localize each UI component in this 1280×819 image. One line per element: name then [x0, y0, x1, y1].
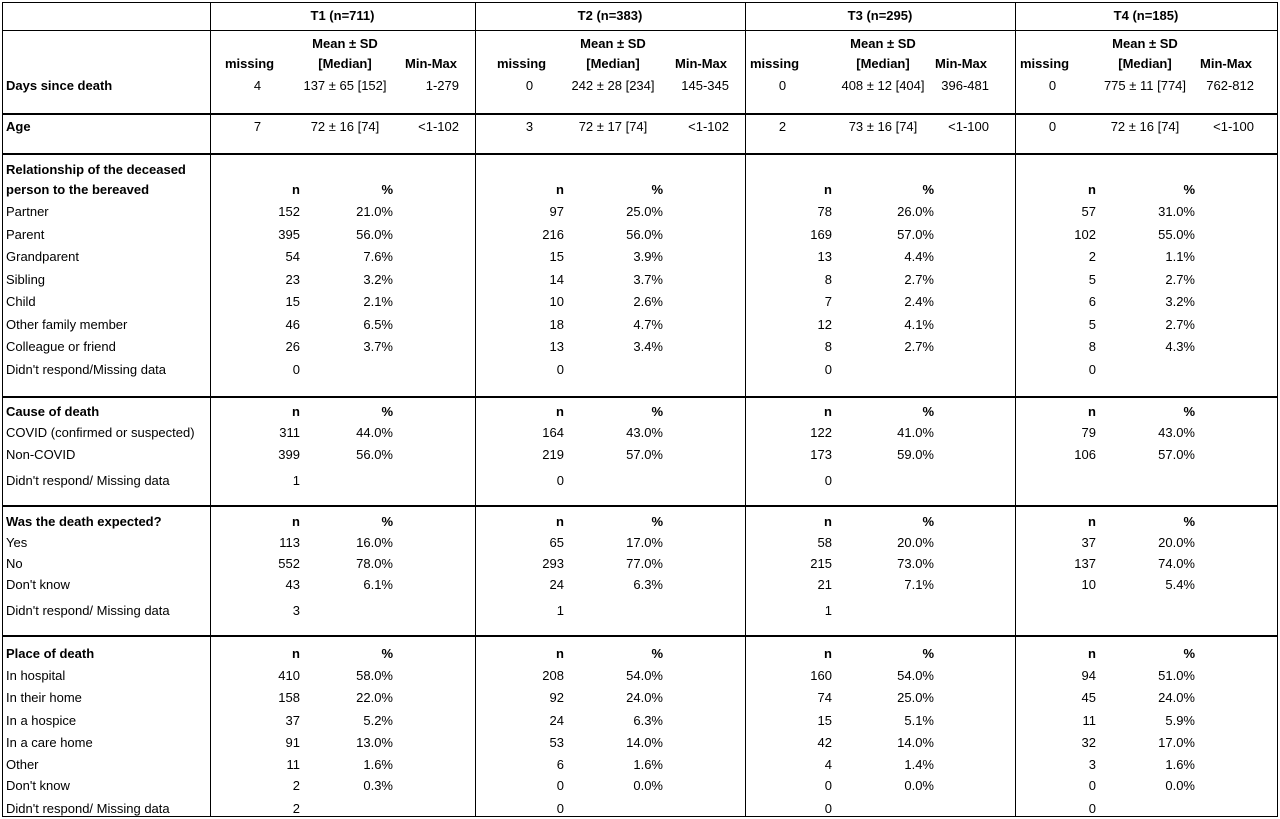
percent-value: 4.3%	[1165, 339, 1195, 354]
percent-value: 20.0%	[897, 535, 934, 550]
percent-value: 1.1%	[1165, 249, 1195, 264]
percent-value: 57.0%	[626, 447, 663, 462]
percent-value: 55.0%	[1158, 227, 1195, 242]
n-value: 0	[1088, 778, 1096, 793]
group-header: T3 (n=295)	[847, 8, 913, 23]
n-value: 410	[278, 668, 300, 683]
percent-value: 0.3%	[363, 778, 393, 793]
n-value: 3	[1088, 757, 1096, 772]
n-value: 26	[285, 339, 300, 354]
n-header: n	[556, 646, 564, 661]
n-header: n	[824, 404, 832, 419]
n-value: 15	[549, 249, 564, 264]
n-value: 18	[549, 317, 564, 332]
n-value: 216	[542, 227, 564, 242]
percent-header: %	[381, 646, 393, 661]
percent-header: %	[922, 182, 934, 197]
table-border-right	[1277, 2, 1278, 817]
n-value: 7	[824, 294, 832, 309]
row-label: In hospital	[6, 668, 66, 683]
row-label: In a care home	[6, 735, 93, 750]
row-label: Non-COVID	[6, 447, 76, 462]
n-value: 4	[824, 757, 832, 772]
missing-header: missing	[750, 56, 800, 71]
n-value: 91	[285, 735, 300, 750]
percent-value: 2.7%	[904, 339, 934, 354]
n-value: 0	[292, 362, 300, 377]
median-header: [Median]	[856, 56, 910, 71]
percent-value: 5.2%	[363, 713, 393, 728]
n-value: 0	[824, 801, 832, 816]
row-label: Child	[6, 294, 36, 309]
percent-value: 22.0%	[356, 690, 393, 705]
percent-value: 57.0%	[1158, 447, 1195, 462]
n-value: 3	[292, 603, 300, 618]
n-value: 37	[285, 713, 300, 728]
n-value: 42	[817, 735, 832, 750]
row-label-days: Days since death	[6, 78, 113, 93]
n-header: n	[824, 646, 832, 661]
n-value: 2	[292, 801, 300, 816]
percent-header: %	[651, 182, 663, 197]
section-title: person to the bereaved	[6, 182, 150, 197]
percent-value: 54.0%	[626, 668, 663, 683]
percent-value: 1.6%	[363, 757, 393, 772]
percent-value: 56.0%	[356, 227, 393, 242]
percent-value: 13.0%	[356, 735, 393, 750]
percent-header: %	[922, 514, 934, 529]
days-mean: 775 ± 11 [774]	[1103, 78, 1187, 93]
age-range: <1-100	[948, 119, 989, 134]
percent-value: 51.0%	[1158, 668, 1195, 683]
n-value: 2	[292, 778, 300, 793]
n-header: n	[292, 404, 300, 419]
n-value: 43	[285, 577, 300, 592]
percent-value: 31.0%	[1158, 204, 1195, 219]
row-label: In a hospice	[6, 713, 77, 728]
percent-value: 6.1%	[363, 577, 393, 592]
n-value: 54	[285, 249, 300, 264]
row-label: Parent	[6, 227, 45, 242]
n-value: 45	[1081, 690, 1096, 705]
n-header: n	[292, 182, 300, 197]
percent-value: 2.7%	[904, 272, 934, 287]
percent-value: 4.1%	[904, 317, 934, 332]
n-header: n	[556, 182, 564, 197]
group-header: T4 (n=185)	[1113, 8, 1179, 23]
n-value: 6	[1088, 294, 1096, 309]
percent-value: 73.0%	[897, 556, 934, 571]
percent-value: 20.0%	[1158, 535, 1195, 550]
days-missing: 0	[525, 78, 534, 93]
row-divider	[2, 636, 1277, 637]
n-value: 24	[549, 577, 564, 592]
n-value: 106	[1074, 447, 1096, 462]
n-header: n	[1088, 514, 1096, 529]
n-value: 14	[549, 272, 564, 287]
n-value: 0	[824, 473, 832, 488]
age-range: <1-102	[418, 119, 459, 134]
n-header: n	[556, 514, 564, 529]
percent-header: %	[922, 646, 934, 661]
n-value: 219	[542, 447, 564, 462]
percent-value: 24.0%	[1158, 690, 1195, 705]
n-value: 78	[817, 204, 832, 219]
percent-value: 54.0%	[897, 668, 934, 683]
n-value: 79	[1081, 425, 1096, 440]
n-header: n	[292, 646, 300, 661]
percent-value: 0.0%	[904, 778, 934, 793]
percent-value: 1.4%	[904, 757, 934, 772]
days-range: 1-279	[425, 78, 459, 93]
row-label: COVID (confirmed or suspected)	[6, 425, 195, 440]
n-value: 113	[279, 535, 300, 550]
n-header: n	[824, 182, 832, 197]
n-value: 158	[278, 690, 300, 705]
median-header: [Median]	[318, 56, 372, 71]
age-mean: 72 ± 17 [74]	[578, 119, 648, 134]
row-label: Didn't respond/ Missing data	[6, 801, 170, 816]
n-value: 10	[549, 294, 564, 309]
percent-value: 6.3%	[633, 713, 663, 728]
percent-value: 74.0%	[1158, 556, 1195, 571]
percent-value: 58.0%	[356, 668, 393, 683]
n-value: 74	[817, 690, 832, 705]
row-label-age: Age	[6, 119, 31, 134]
age-missing: 3	[525, 119, 534, 134]
n-value: 2	[1088, 249, 1096, 264]
row-divider	[2, 30, 1277, 31]
mean-sd-header: Mean ± SD	[580, 36, 646, 51]
n-value: 11	[1082, 713, 1096, 728]
days-mean: 242 ± 28 [234]	[571, 78, 655, 93]
row-divider	[2, 397, 1277, 398]
row-label: Grandparent	[6, 249, 79, 264]
row-label: Other	[6, 757, 39, 772]
n-value: 65	[549, 535, 564, 550]
mean-sd-header: Mean ± SD	[312, 36, 378, 51]
table-border-left	[2, 2, 3, 817]
row-label: Partner	[6, 204, 49, 219]
percent-value: 77.0%	[626, 556, 663, 571]
percent-value: 16.0%	[356, 535, 393, 550]
n-value: 58	[817, 535, 832, 550]
group-divider	[1015, 2, 1016, 817]
days-range: 762-812	[1206, 78, 1254, 93]
age-mean: 72 ± 16 [74]	[310, 119, 380, 134]
n-header: n	[292, 514, 300, 529]
percent-value: 7.1%	[904, 577, 934, 592]
percent-header: %	[651, 646, 663, 661]
percent-value: 56.0%	[626, 227, 663, 242]
days-range: 145-345	[681, 78, 729, 93]
n-value: 152	[278, 204, 300, 219]
percent-header: %	[651, 404, 663, 419]
percent-value: 21.0%	[356, 204, 393, 219]
percent-header: %	[1183, 404, 1195, 419]
percent-value: 57.0%	[897, 227, 934, 242]
missing-header: missing	[225, 56, 275, 71]
row-label: Sibling	[6, 272, 46, 287]
percent-value: 17.0%	[1158, 735, 1195, 750]
age-mean: 72 ± 16 [74]	[1110, 119, 1180, 134]
row-label: Colleague or friend	[6, 339, 116, 354]
n-value: 32	[1081, 735, 1096, 750]
row-label: In their home	[6, 690, 82, 705]
group-divider	[475, 2, 476, 817]
median-header: [Median]	[1118, 56, 1172, 71]
row-label: Didn't respond/Missing data	[6, 362, 167, 377]
n-value: 97	[549, 204, 564, 219]
n-value: 6	[556, 757, 564, 772]
age-mean: 73 ± 16 [74]	[848, 119, 918, 134]
age-missing: 7	[253, 119, 262, 134]
n-value: 46	[285, 317, 300, 332]
group-header: T2 (n=383)	[577, 8, 643, 23]
percent-value: 26.0%	[897, 204, 934, 219]
percent-value: 2.6%	[633, 294, 663, 309]
n-value: 0	[556, 362, 564, 377]
n-value: 12	[817, 317, 832, 332]
percent-header: %	[381, 182, 393, 197]
percent-value: 43.0%	[626, 425, 663, 440]
n-value: 311	[279, 425, 300, 440]
percent-header: %	[922, 404, 934, 419]
percent-header: %	[1183, 182, 1195, 197]
n-value: 23	[285, 272, 300, 287]
min-max-header: Min-Max	[1200, 56, 1252, 71]
n-value: 24	[549, 713, 564, 728]
mean-sd-header: Mean ± SD	[850, 36, 916, 51]
age-range: <1-102	[688, 119, 729, 134]
section-title: Relationship of the deceased	[6, 162, 186, 177]
percent-value: 6.5%	[363, 317, 393, 332]
days-mean: 408 ± 12 [404]	[841, 78, 925, 93]
n-value: 1	[824, 603, 832, 618]
n-value: 8	[824, 272, 832, 287]
section-title: Cause of death	[6, 404, 100, 419]
n-value: 102	[1074, 227, 1096, 242]
n-value: 399	[278, 447, 300, 462]
n-value: 552	[278, 556, 300, 571]
percent-header: %	[651, 514, 663, 529]
n-value: 164	[542, 425, 564, 440]
percent-value: 3.7%	[363, 339, 393, 354]
row-label: Yes	[6, 535, 28, 550]
percent-value: 3.9%	[633, 249, 663, 264]
percent-value: 3.4%	[633, 339, 663, 354]
n-value: 169	[810, 227, 832, 242]
row-label: Other family member	[6, 317, 128, 332]
n-value: 0	[1088, 801, 1096, 816]
n-value: 11	[286, 757, 300, 772]
n-value: 160	[810, 668, 832, 683]
min-max-header: Min-Max	[675, 56, 727, 71]
percent-value: 2.7%	[1165, 317, 1195, 332]
mean-sd-header: Mean ± SD	[1112, 36, 1178, 51]
percent-value: 59.0%	[897, 447, 934, 462]
days-missing: 0	[1048, 78, 1057, 93]
n-value: 0	[1088, 362, 1096, 377]
min-max-header: Min-Max	[935, 56, 987, 71]
group-divider	[745, 2, 746, 817]
percent-value: 44.0%	[356, 425, 393, 440]
n-header: n	[824, 514, 832, 529]
percent-value: 14.0%	[897, 735, 934, 750]
age-missing: 2	[778, 119, 787, 134]
n-value: 395	[278, 227, 300, 242]
percent-value: 41.0%	[897, 425, 934, 440]
age-range: <1-100	[1213, 119, 1254, 134]
percent-value: 25.0%	[626, 204, 663, 219]
row-label: Didn't respond/ Missing data	[6, 473, 170, 488]
percent-value: 2.1%	[363, 294, 393, 309]
percent-header: %	[1183, 514, 1195, 529]
days-mean: 137 ± 65 [152]	[303, 78, 387, 93]
n-value: 10	[1081, 577, 1096, 592]
percent-value: 7.6%	[363, 249, 393, 264]
age-missing: 0	[1048, 119, 1057, 134]
n-header: n	[1088, 182, 1096, 197]
n-value: 173	[810, 447, 832, 462]
n-value: 215	[810, 556, 832, 571]
n-value: 0	[824, 778, 832, 793]
percent-value: 56.0%	[356, 447, 393, 462]
n-value: 21	[817, 577, 832, 592]
n-value: 92	[549, 690, 564, 705]
group-divider	[210, 2, 211, 817]
percent-value: 25.0%	[897, 690, 934, 705]
n-value: 137	[1074, 556, 1096, 571]
percent-value: 43.0%	[1158, 425, 1195, 440]
missing-header: missing	[1020, 56, 1070, 71]
n-value: 0	[824, 362, 832, 377]
percent-value: 2.4%	[904, 294, 934, 309]
n-value: 0	[556, 801, 564, 816]
row-divider	[2, 506, 1277, 507]
days-range: 396-481	[941, 78, 989, 93]
row-divider	[2, 2, 1277, 3]
n-value: 1	[292, 473, 300, 488]
row-divider	[2, 114, 1277, 115]
n-value: 208	[542, 668, 564, 683]
n-value: 5	[1088, 317, 1096, 332]
n-value: 53	[549, 735, 564, 750]
n-value: 8	[824, 339, 832, 354]
percent-value: 5.1%	[904, 713, 934, 728]
percent-value: 2.7%	[1165, 272, 1195, 287]
percent-value: 6.3%	[633, 577, 663, 592]
n-value: 122	[810, 425, 832, 440]
days-missing: 0	[778, 78, 787, 93]
n-value: 15	[285, 294, 300, 309]
percent-value: 0.0%	[633, 778, 663, 793]
percent-value: 17.0%	[626, 535, 663, 550]
group-header: T1 (n=711)	[310, 8, 375, 23]
n-value: 0	[556, 778, 564, 793]
n-header: n	[1088, 646, 1096, 661]
min-max-header: Min-Max	[405, 56, 457, 71]
percent-value: 4.4%	[904, 249, 934, 264]
percent-value: 0.0%	[1165, 778, 1195, 793]
n-header: n	[1088, 404, 1096, 419]
percent-value: 24.0%	[626, 690, 663, 705]
missing-header: missing	[497, 56, 547, 71]
n-value: 37	[1081, 535, 1096, 550]
percent-header: %	[381, 404, 393, 419]
median-header: [Median]	[586, 56, 640, 71]
percent-value: 78.0%	[356, 556, 393, 571]
percent-value: 3.7%	[633, 272, 663, 287]
row-label: Didn't respond/ Missing data	[6, 603, 170, 618]
percent-value: 5.9%	[1165, 713, 1195, 728]
n-value: 94	[1081, 668, 1096, 683]
percent-value: 3.2%	[363, 272, 393, 287]
n-value: 5	[1088, 272, 1096, 287]
percent-value: 1.6%	[1165, 757, 1195, 772]
n-value: 8	[1088, 339, 1096, 354]
n-value: 1	[556, 603, 564, 618]
n-value: 15	[817, 713, 832, 728]
row-label: Don't know	[6, 577, 70, 592]
n-value: 13	[549, 339, 564, 354]
n-value: 293	[542, 556, 564, 571]
percent-value: 4.7%	[633, 317, 663, 332]
percent-header: %	[1183, 646, 1195, 661]
percent-value: 1.6%	[633, 757, 663, 772]
section-title: Place of death	[6, 646, 95, 661]
row-label: Don't know	[6, 778, 70, 793]
n-value: 13	[817, 249, 832, 264]
percent-value: 5.4%	[1165, 577, 1195, 592]
section-title: Was the death expected?	[6, 514, 162, 529]
n-value: 0	[556, 473, 564, 488]
percent-value: 3.2%	[1165, 294, 1195, 309]
row-label: No	[6, 556, 23, 571]
n-header: n	[556, 404, 564, 419]
row-divider	[2, 154, 1277, 155]
percent-header: %	[381, 514, 393, 529]
n-value: 57	[1081, 204, 1096, 219]
days-missing: 4	[253, 78, 262, 93]
percent-value: 14.0%	[626, 735, 663, 750]
